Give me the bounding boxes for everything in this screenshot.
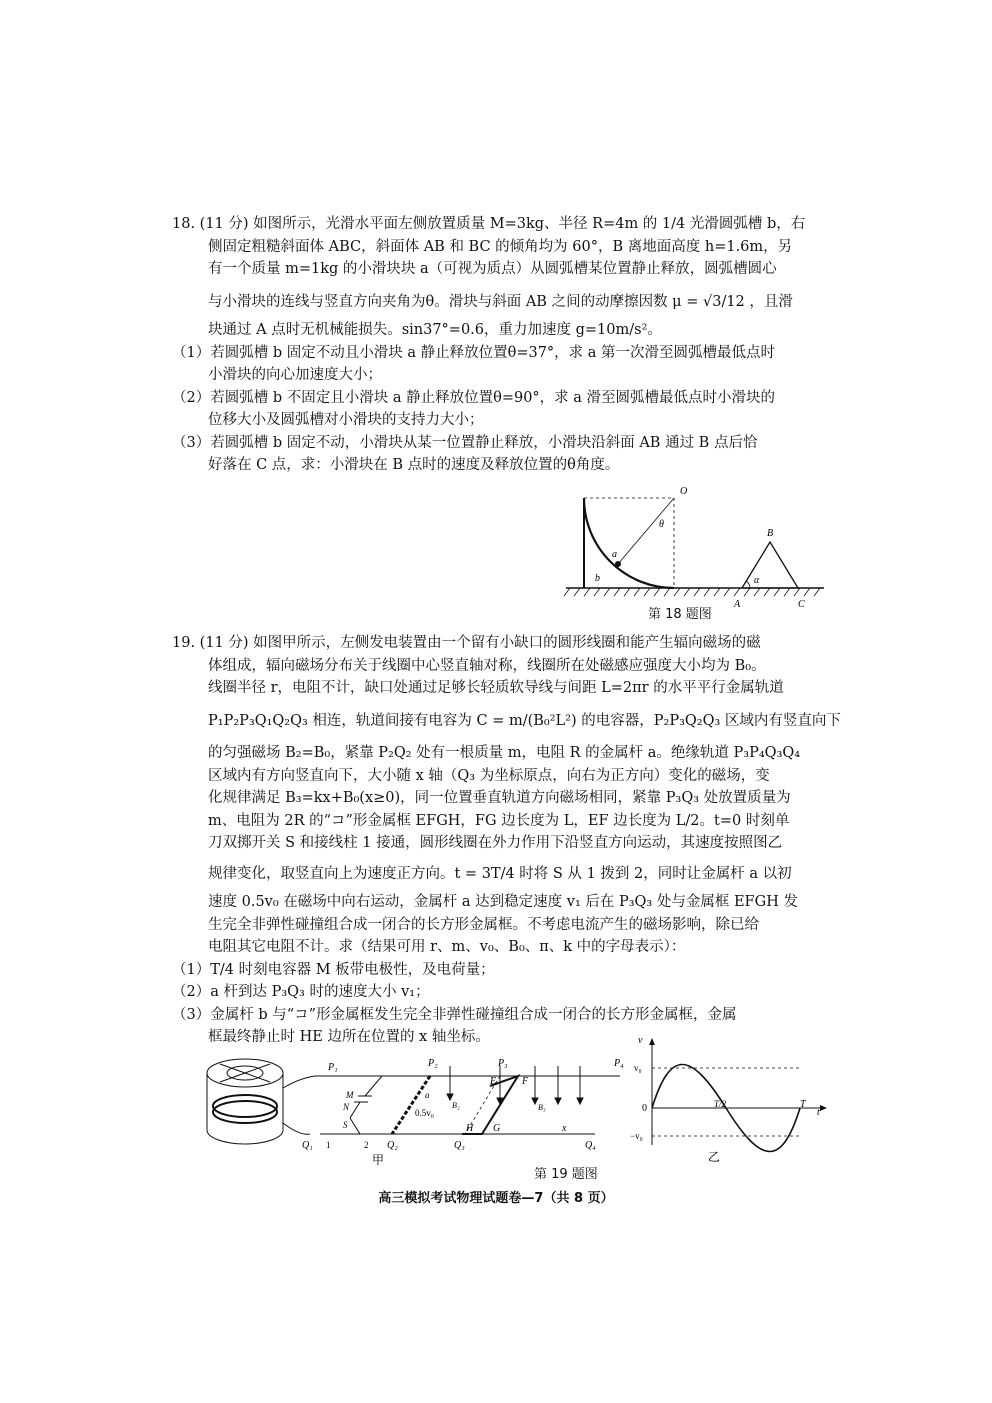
label-a: a (612, 549, 617, 560)
label-B2: B₂ (452, 1101, 460, 1110)
q19-number: 19. (172, 635, 196, 651)
q19-line-10: 规律变化，取竖直向上为速度正方向。t = 3T/4 时将 S 从 1 拨到 2，同时让金属杆 a 以初 (208, 865, 792, 882)
label-v: v (638, 1035, 643, 1046)
label-Q2: Q₂ (387, 1140, 398, 1151)
capacitor-switch (350, 1076, 382, 1134)
q19-line-9: 刀双掷开关 S 和接线柱 1 接通，圆形线圈在外力作用下沿竖直方向运动，其速度按照图乙 (208, 835, 783, 851)
q18-line-5: 块通过 A 点时无机械能损失。sin37°=0.6，重力加速度 g=10m/s²。 (208, 322, 662, 338)
label-A: A (734, 599, 741, 610)
q18-part-3: （3）若圆弧槽 b 固定不动，小滑块从某一位置静止释放，小滑块沿斜面 AB 通过 B 点后恰 好落在 C 点，求：小滑块在 B 点时的速度及释放位置的θ角度。 (172, 434, 758, 473)
q19-line-5: 的匀强磁场 B₂=B₀，紧靠 P₂Q₂ 处有一根质量 m，电阻 R 的金属杆 a。绝缘轨道 P₃P₄Q₃Q₄ (208, 745, 801, 761)
q19-part-2: （2）a 杆到达 P₃Q₃ 时的速度大小 v₁； (172, 984, 430, 1000)
q19-line-7: 化规律满足 B₃=kx+B₀(x≥0)，同一位置垂直轨道方向磁场相同，紧靠 P₃Q₃ 处放置质量为 (208, 790, 791, 806)
question-18 (172, 213, 832, 477)
label-jia: 甲 (372, 1153, 385, 1167)
label-b: b (595, 573, 600, 584)
label-N: N (343, 1102, 350, 1112)
label-2: 2 (364, 1140, 369, 1150)
label-C: C (798, 599, 805, 610)
label-P4: P₄ (614, 1058, 624, 1069)
v-axis-arrow (649, 1038, 655, 1045)
q18-line-1: 18. (11 分) 如图所示，光滑水平面左侧放置质量 M=3kg、半径 R=4m 的 1/4 光滑圆弧槽 b，右 (172, 216, 806, 232)
label-1: 1 (326, 1140, 331, 1150)
label-T: T (800, 1099, 806, 1110)
angle-arc (746, 581, 750, 588)
label-P3: P₃ (498, 1058, 508, 1069)
generator-coil (207, 1059, 345, 1144)
label-F: F (522, 1076, 529, 1087)
label-v0: v₀ (634, 1063, 642, 1073)
rod-a (392, 1076, 430, 1134)
q19-line-3: 线圈半径 r，电阻不计，缺口处通过足够长轻质软导线与间距 L=2πr 的水平平行金属轨道 (208, 680, 784, 696)
label-x: x (562, 1123, 567, 1134)
label-M: M (346, 1090, 354, 1100)
label-P1: P₁ (328, 1062, 338, 1073)
label-theta: θ (659, 519, 664, 530)
label-H: H (466, 1123, 474, 1134)
label-S: S (343, 1120, 348, 1130)
q19-line-4: P₁P₂P₃Q₁Q₂Q₃ 相连，轨道间接有电容为 C = m/(B₀²L²) 的电容器，P₂P₃Q₂Q₃ 区域内有竖直向下 (208, 712, 841, 729)
label-Q1: Q₁ (302, 1140, 313, 1151)
ground-hatch (564, 588, 820, 596)
q19-line-2: 体组成，辐向磁场分布关于线圈中心竖直轴对称，线圈所在处磁感应强度大小均为 B₀。 (208, 657, 766, 674)
figure-19-jia (200, 1048, 624, 1168)
q18-line-3: 有一个质量 m=1kg 的小滑块块 a（可视为质点）从圆弧槽某位置静止释放，圆弧槽圆心 (208, 261, 777, 277)
q18-number: 18. (172, 216, 196, 232)
label-Q4: Q₄ (585, 1140, 596, 1151)
label-alpha: α (754, 575, 760, 586)
q19-line-13: 电阻其它电阻不计。求（结果可用 r、m、v₀、B₀、π、k 中的字母表示）： (208, 939, 686, 955)
q18-part-2: （2）若圆弧槽 b 不固定且小滑块 a 静止释放位置θ=90°，求 a 滑至圆弧槽最低点时小滑块的 位移大小及圆弧槽对小滑块的支持力大小； (172, 389, 776, 428)
label-B: B (767, 528, 774, 539)
figure-18-caption: 第 18 题图 (648, 607, 712, 622)
slider-a (615, 561, 621, 567)
label-B3: B₃ (538, 1103, 546, 1112)
q18-line-2: 侧固定粗糙斜面体 ABC，斜面体 AB 和 BC 的倾角均为 60°，B 离地面高度 h=1.6m，另 (208, 238, 793, 255)
q19-part-1: （1）T/4 时刻电容器 M 板带电极性，及电荷量； (172, 961, 495, 978)
q18-line-4: 与小滑块的连线与竖直方向夹角为θ。滑块与斜面 AB 之间的动摩擦因数 μ = √3/12 ，且滑 (208, 293, 793, 310)
label-Q3: Q₃ (454, 1140, 465, 1151)
incline-ABC (742, 542, 798, 588)
label-O: O (680, 486, 688, 497)
figure-19-yi (630, 1035, 830, 1165)
label-E: E (490, 1076, 497, 1087)
figure-19-caption: 第 19 题图 (534, 1167, 598, 1182)
field-arrows (447, 1066, 583, 1104)
t-axis-arrow (820, 1105, 827, 1111)
label-halfT: T/2 (714, 1099, 727, 1109)
q19-line-1: 19. (11 分) 如图甲所示，左侧发电装置由一个留有小缺口的圆形线圈和能产生辐向磁场的磁 (172, 635, 761, 651)
label-yi: 乙 (708, 1150, 721, 1164)
label-P2: P₂ (428, 1058, 438, 1069)
label-t: t (817, 1107, 820, 1118)
q19-line-8: m、电阻为 2R 的“コ”形金属框 EFGH，FG 边长度为 L，EF 边长度为 L/2。t=0 时刻单 (208, 812, 790, 829)
label-0.5v0: 0.5v₀ (415, 1108, 434, 1118)
q19-line-11: 速度 0.5v₀ 在磁场中向右运动，金属杆 a 达到稳定速度 v₁ 后在 P₃Q₃ 处与金属框 EFGH 发 (208, 894, 798, 910)
q19-line-6: 区域内有方向竖直向下，大小随 x 轴（Q₃ 为坐标原点，向右为正方向）变化的磁场，变 (208, 767, 770, 784)
q19-part-3: （3）金属杆 b 与“コ”形金属框发生完全非弹性碰撞组合成一闭合的长方形金属框，金属 框最终静止时 HE 边所在位置的 x 轴坐标。 (172, 1006, 737, 1045)
q19-line-12: 生完全非弹性碰撞组合成一闭合的长方形金属框。不考虑电流产生的磁场影响，除已给 (208, 916, 759, 933)
label-zero: 0 (642, 1103, 647, 1114)
label-neg-v0: −v₀ (630, 1131, 643, 1141)
question-19 (172, 632, 841, 1049)
label-G: G (493, 1123, 501, 1134)
label-rod-a: a (425, 1090, 430, 1100)
figure-18 (562, 480, 830, 620)
page-footer: 高三模拟考试物理试题卷—7（共 8 页） (378, 1191, 614, 1206)
q18-part-1: （1）若圆弧槽 b 固定不动且小滑块 a 静止释放位置θ=37°，求 a 第一次滑至圆弧槽最低点时 小滑块的向心加速度大小； (172, 344, 776, 383)
radius-line (618, 498, 674, 564)
